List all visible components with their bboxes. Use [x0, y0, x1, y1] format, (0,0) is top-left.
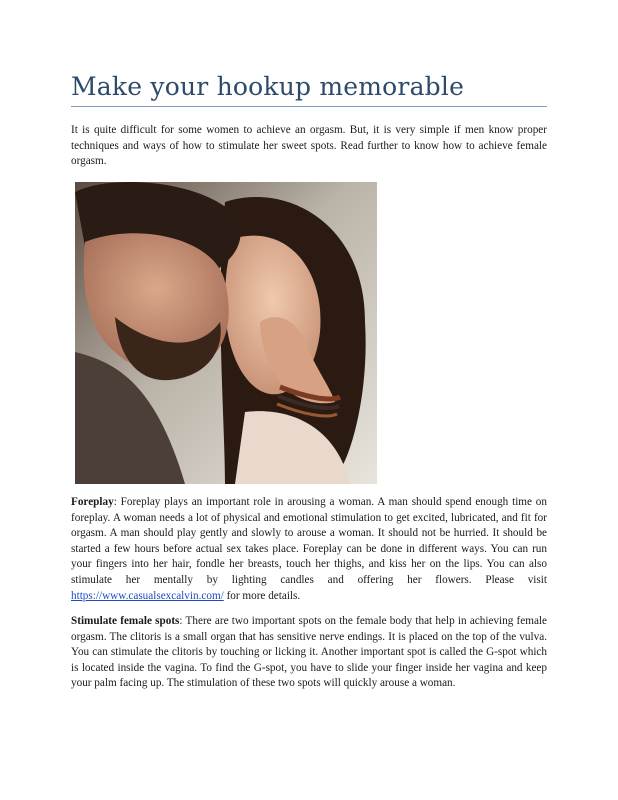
stimulate-paragraph — [71, 614, 547, 692]
foreplay-text: : Foreplay plays an important role in arousing a woman. A man should spend enough time on foreplay. A woman needs a lot of physical and emotional stimulation to get excited, lubricated, and fit for orgasm. A man should play gently and slowly to arouse a woman. It should not be hurried. It should be started a few hours before actual sex takes place. Foreplay can be done in different ways. You can run your fingers into her hair, fondle her breasts, touch her thighs, and kiss her on the lips. You can also stimulate her mentally by lighting candles and offering her flowers. Please visit — [71, 496, 547, 586]
stimulate-heading: Stimulate female spots — [71, 615, 180, 627]
foreplay-heading: Foreplay — [71, 496, 114, 508]
website-link[interactable]: https://www.casualsexcalvin.com/ — [71, 589, 224, 602]
intro-paragraph: It is quite difficult for some women to achieve an orgasm. But, it is very simple if men know proper techniques and ways of how to stimulate her sweet spots. Read further to know how to achieve female orgasm. — [71, 124, 547, 168]
foreplay-text-end: for more details. — [223, 589, 301, 602]
title-underline — [71, 106, 547, 107]
couple-photo — [75, 182, 377, 484]
foreplay-paragraph — [71, 495, 547, 604]
page-title: Make your hookup memorable — [71, 72, 465, 101]
stimulate-text: : There are two important spots on the female body that help in achieving female orgasm. The clitoris is a small organ that has sensitive nerve endings. It is placed on the top of the vulva. You can stimulate the clitoris by touching or licking it. Another important spot is called the G-spot which is located inside the vagina. To find the G-spot, you have to slide your finger inside her vagina and keep your palm facing up. The stimulation of these two spots will quickly arouse a woman. — [71, 615, 547, 690]
